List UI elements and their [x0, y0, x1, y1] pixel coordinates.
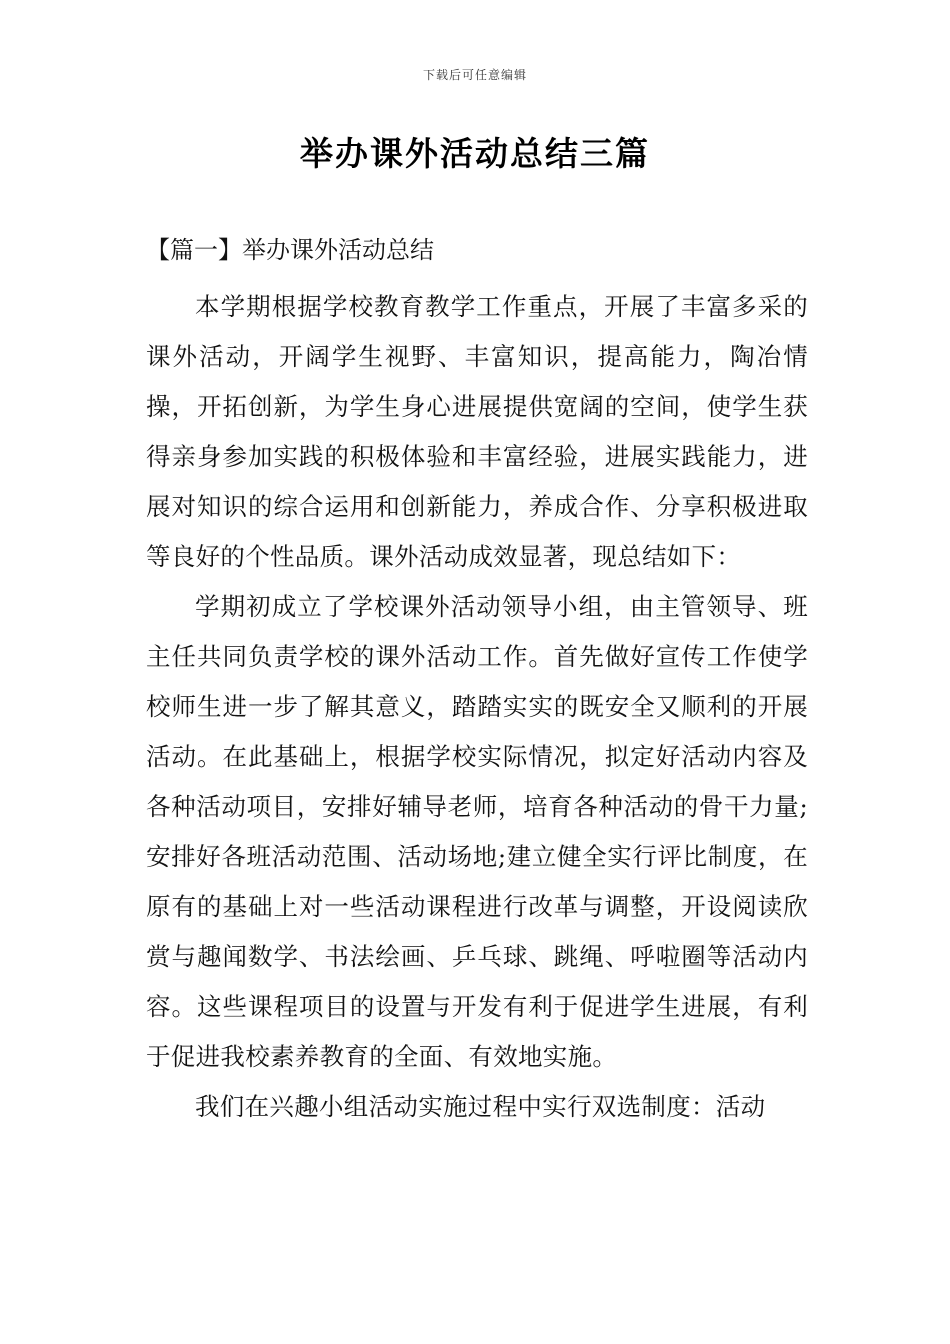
paragraph: 学期初成立了学校课外活动领导小组，由主管领导、班主任共同负责学校的课外活动工作。首先做好宣传工作使学校师生进一步了解其意义，踏踏实实的既安全又顺利的开展活动。在此基础上，根据学校实际情况，拟定好活动内容及各种活动项目，安排好辅导老师，培育各种活动的骨干力量;安排好各班活动范围、活动场地;建立健全实行评比制度，在原有的基础上对一些活动课程进行改革与调整，开设阅读欣赏与趣闻数学、书法绘画、乒乓球、跳绳、呼啦圈等活动内容。这些课程项目的设置与开发有利于促进学生进展，有利于促进我校素养教育的全面、有效地实施。: [146, 592, 808, 1071]
section-heading: 【篇一】举办课外活动总结: [146, 236, 434, 264]
document-title: 举办课外活动总结三篇: [300, 134, 650, 173]
paragraph: 本学期根据学校教育教学工作重点，开展了丰富多采的课外活动，开阔学生视野、丰富知识，提高能力，陶冶情操，开拓创新，为学生身心进展提供宽阔的空间，使学生获得亲身参加实践的积极体验和丰富经验，进展实践能力，进展对知识的综合运用和创新能力，养成合作、分享积极进取等良好的个性品质。课外活动成效显著，现总结如下：: [146, 292, 808, 571]
body-text: [146, 282, 808, 1132]
header-note: 下载后可任意编辑: [422, 68, 527, 82]
paragraph: 我们在兴趣小组活动实施过程中实行双选制度：活动: [195, 1092, 766, 1121]
